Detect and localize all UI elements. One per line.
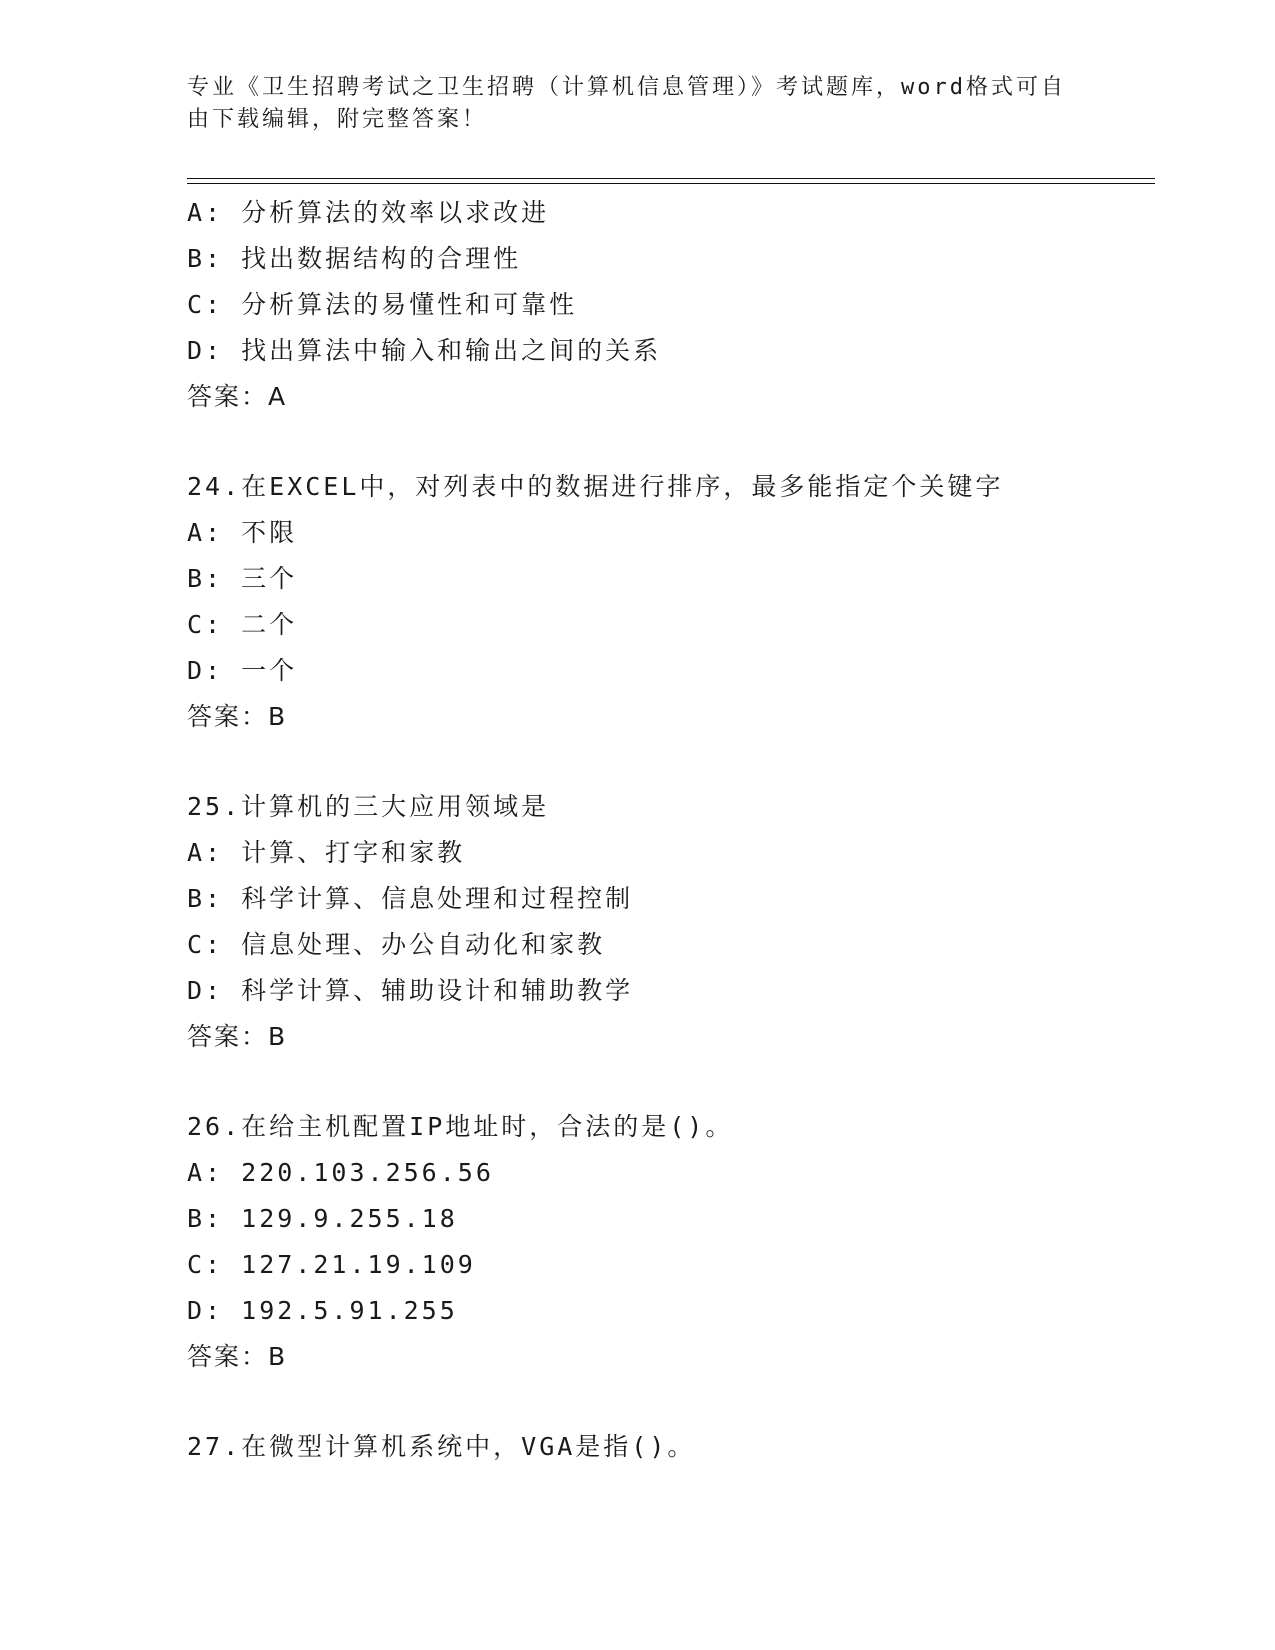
question-text: 27.在微型计算机系统中，VGA是指()。 xyxy=(187,1432,696,1461)
spacer xyxy=(187,740,1155,784)
option-c: C: 信息处理、办公自动化和家教 xyxy=(187,930,606,959)
spacer xyxy=(187,1060,1155,1104)
question-27 xyxy=(187,1424,1155,1470)
option-d: D: 科学计算、辅助设计和辅助教学 xyxy=(187,976,634,1005)
spacer xyxy=(187,420,1155,464)
question-text: 24.在EXCEL中，对列表中的数据进行排序，最多能指定个关键字 xyxy=(187,472,1004,501)
header-divider-top xyxy=(187,178,1155,179)
question-text: 25.计算机的三大应用领域是 xyxy=(187,792,550,821)
question-25 xyxy=(187,784,1155,1060)
document-header xyxy=(187,72,1067,136)
question-24 xyxy=(187,464,1155,740)
question-26 xyxy=(187,1104,1155,1380)
question-text: 26.在给主机配置IP地址时，合法的是()。 xyxy=(187,1112,734,1141)
header-divider-bottom xyxy=(187,183,1155,184)
option-b: B: 三个 xyxy=(187,564,298,593)
option-d: D: 192.5.91.255 xyxy=(187,1296,458,1325)
header-line-1: 专业《卫生招聘考试之卫生招聘（计算机信息管理）》考试题库，word格式可自 xyxy=(187,75,1066,100)
option-b: B: 科学计算、信息处理和过程控制 xyxy=(187,884,634,913)
answer: 答案：B xyxy=(187,702,288,731)
option-d: D: 找出算法中输入和输出之间的关系 xyxy=(187,336,662,365)
question-23 xyxy=(187,190,1155,420)
header-line-2: 由下载编辑，附完整答案！ xyxy=(187,107,488,132)
answer: 答案：B xyxy=(187,1342,288,1371)
option-d: D: 一个 xyxy=(187,656,298,685)
answer: 答案：A xyxy=(187,382,288,411)
spacer xyxy=(187,1380,1155,1424)
answer: 答案：B xyxy=(187,1022,288,1051)
option-c: C: 127.21.19.109 xyxy=(187,1250,476,1279)
option-b: B: 129.9.255.18 xyxy=(187,1204,458,1233)
option-a: A: 计算、打字和家教 xyxy=(187,838,466,867)
option-c: C: 二个 xyxy=(187,610,298,639)
option-c: C: 分析算法的易懂性和可靠性 xyxy=(187,290,578,319)
option-a: A: 220.103.256.56 xyxy=(187,1158,494,1187)
option-b: B: 找出数据结构的合理性 xyxy=(187,244,522,273)
question-list xyxy=(187,190,1155,1470)
option-a: A: 分析算法的效率以求改进 xyxy=(187,198,550,227)
option-a: A: 不限 xyxy=(187,518,298,547)
